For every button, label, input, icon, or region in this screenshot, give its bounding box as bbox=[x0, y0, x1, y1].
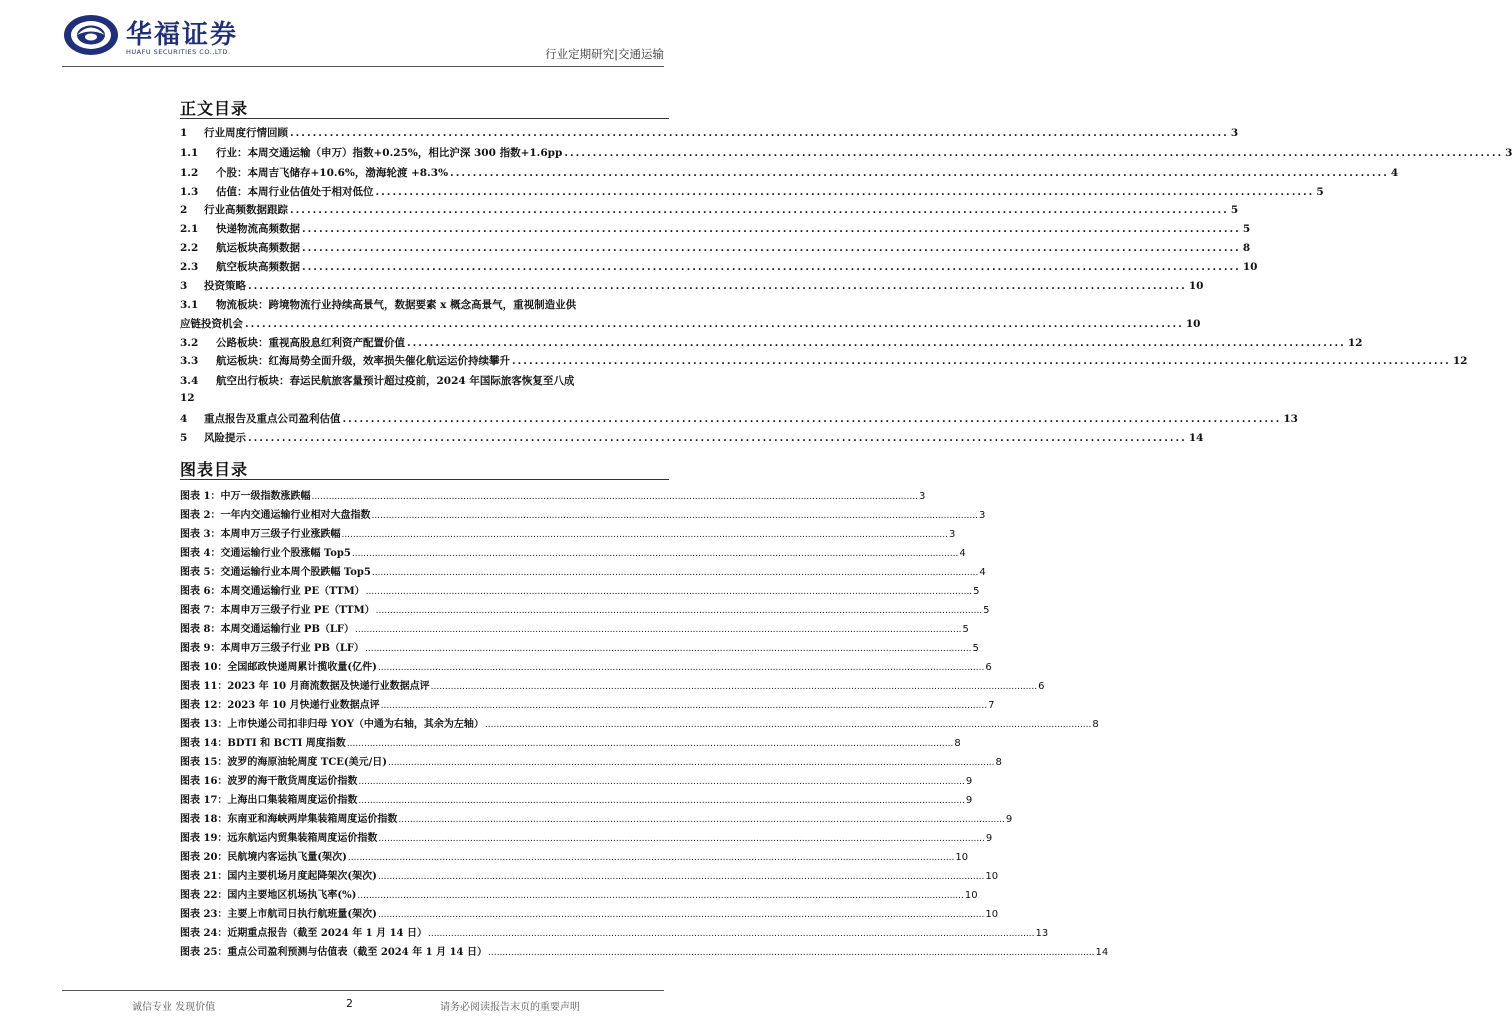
figure-entry-page: 9 bbox=[965, 795, 973, 806]
figure-leader-dots bbox=[357, 891, 964, 901]
figure-entry-label: 图表 10： bbox=[180, 662, 228, 673]
figure-entry[interactable] bbox=[180, 525, 956, 541]
toc-title-rule bbox=[180, 118, 669, 119]
toc-entry-page: 10 bbox=[1242, 261, 1258, 273]
figure-entry-page: 6 bbox=[985, 662, 992, 673]
toc-entry[interactable] bbox=[180, 335, 1363, 351]
toc-entry-page: 5 bbox=[1316, 186, 1324, 198]
toc-entry[interactable] bbox=[180, 125, 1239, 141]
figure-entry-label: 图表 1： bbox=[180, 491, 221, 502]
toc-leader-dots bbox=[302, 261, 1241, 273]
figure-entry-page: 9 bbox=[1005, 814, 1013, 825]
toc-entry-page: 14 bbox=[1188, 432, 1204, 444]
toc-entry[interactable] bbox=[180, 221, 1251, 237]
figure-entry[interactable] bbox=[180, 715, 1099, 731]
toc-entry-number: 2.2 bbox=[180, 242, 199, 254]
figure-entry[interactable] bbox=[180, 563, 986, 579]
figure-leader-dots bbox=[311, 492, 918, 502]
figure-entry-label: 图表 2： bbox=[180, 510, 221, 521]
figure-leader-dots bbox=[381, 701, 988, 711]
toc-leader-dots bbox=[248, 432, 1187, 444]
figure-entry-page: 5 bbox=[962, 624, 969, 635]
toc-leader-dots bbox=[512, 355, 1451, 367]
figure-entry-title: 上海出口集装箱周度运价指数 bbox=[227, 795, 358, 806]
toc-entry-page: 10 bbox=[1188, 280, 1204, 292]
figure-entry-label: 图表 11： bbox=[180, 681, 228, 692]
figure-entry-label: 图表 18： bbox=[180, 814, 228, 825]
toc-entry-number: 1.2 bbox=[180, 167, 199, 179]
page-header bbox=[0, 0, 724, 72]
toc-leader-dots bbox=[302, 223, 1241, 235]
figure-entry-label: 图表 9： bbox=[180, 643, 221, 654]
toc-entry-number: 3.2 bbox=[180, 337, 199, 349]
toc-entry-number: 4 bbox=[180, 413, 188, 425]
figure-entry-title: 本周申万三级子行业 PE（TTM） bbox=[220, 605, 375, 616]
figure-entry-page: 5 bbox=[972, 643, 979, 654]
figure-entry-page: 8 bbox=[995, 757, 1002, 768]
toc-entry-page: 4 bbox=[1390, 167, 1399, 179]
figure-entry-page: 8 bbox=[954, 738, 961, 749]
figure-entry-title: 本周申万三级子行业涨跌幅 bbox=[220, 529, 341, 540]
figure-entry[interactable] bbox=[180, 905, 999, 921]
figure-leader-dots bbox=[352, 549, 959, 559]
toc-entry-page: 3 bbox=[1230, 127, 1239, 139]
footer-divider bbox=[62, 990, 664, 991]
brand-name-cn: 华福证券 bbox=[126, 20, 239, 50]
figure-entry-title: 远东航运内贸集装箱周度运价指数 bbox=[227, 833, 378, 844]
figure-leader-dots bbox=[376, 606, 983, 616]
figure-leader-dots bbox=[378, 663, 985, 673]
toc-entry-title: 风险提示 bbox=[204, 432, 246, 444]
toc-entry-title: 物流板块：跨境物流行业持续高景气，数据要素 x 概念高景气，重视制造业供 bbox=[216, 299, 577, 311]
figure-entry[interactable] bbox=[180, 639, 979, 655]
toc-entry-page: 3 bbox=[1505, 147, 1512, 159]
toc-leader-dots bbox=[407, 337, 1346, 349]
toc-leader-dots bbox=[564, 147, 1503, 159]
figure-entry-label: 图表 6： bbox=[180, 586, 221, 597]
toc-entry-number: 1.3 bbox=[180, 186, 199, 198]
figure-entry[interactable] bbox=[180, 829, 993, 845]
toc-entry-title: 航运板块：红海局势全面升级，效率损失催化航运运价持续攀升 bbox=[216, 355, 510, 367]
toc-entry[interactable] bbox=[180, 240, 1251, 256]
toc-entry[interactable] bbox=[180, 353, 1468, 369]
figure-entry[interactable] bbox=[180, 658, 992, 674]
figure-entry-page: 4 bbox=[959, 548, 966, 559]
figure-entry-title: 民航境内客运执飞量(架次) bbox=[227, 852, 347, 863]
figure-leader-dots bbox=[485, 720, 1092, 730]
toc-entry-title: 行业高频数据跟踪 bbox=[204, 204, 288, 216]
figure-entry-page: 14 bbox=[1095, 947, 1109, 958]
toc-entry-page: 13 bbox=[1283, 413, 1298, 425]
figure-entry-page: 7 bbox=[988, 700, 995, 711]
figure-entry-title: BDTI 和 BCTI 周度指数 bbox=[227, 738, 346, 749]
figure-leader-dots bbox=[378, 910, 985, 920]
figure-entry-label: 图表 23： bbox=[180, 909, 228, 920]
figure-entry[interactable] bbox=[180, 867, 999, 883]
toc-leader-dots bbox=[302, 242, 1241, 254]
toc-entry-title: 行业：本周交通运输（申万）指数+0.25%，相比沪深 300 指数+1.6pp bbox=[216, 147, 563, 159]
figure-leader-dots bbox=[378, 872, 985, 882]
figure-leader-dots bbox=[347, 739, 954, 749]
toc-entry-number: 5 bbox=[180, 432, 188, 444]
footer-disclaimer: 请务必阅读报告末页的重要声明 bbox=[440, 1002, 580, 1013]
figure-entry-title: 2023 年 10 月快递行业数据点评 bbox=[227, 700, 380, 711]
toc-entry-page: 12 bbox=[1452, 355, 1468, 367]
figure-entry[interactable] bbox=[180, 791, 973, 807]
toc-entry-title: 投资策略 bbox=[204, 280, 246, 292]
figure-entry-label: 图表 4： bbox=[180, 548, 221, 559]
figure-entry-title: 交通运输行业个股涨幅 Top5 bbox=[220, 548, 351, 559]
figure-entry-title: 中万一级指数涨跌幅 bbox=[220, 491, 311, 502]
figures-title-rule bbox=[180, 479, 669, 480]
figure-entry-label: 图表 5： bbox=[180, 567, 221, 578]
figure-entry[interactable] bbox=[180, 620, 969, 636]
toc-entry-title: 航空出行板块：春运民航旅客量预计超过疫前，2024 年国际旅客恢复至八成 bbox=[216, 375, 575, 387]
toc-entry-title: 航运板块高频数据 bbox=[216, 242, 300, 254]
figure-entry-title: 一年内交通运输行业相对大盘指数 bbox=[220, 510, 371, 521]
toc-entry[interactable] bbox=[180, 430, 1204, 446]
toc-entry[interactable] bbox=[180, 411, 1298, 427]
toc-leader-dots bbox=[245, 318, 1184, 330]
figure-leader-dots bbox=[431, 682, 1038, 692]
figure-leader-dots bbox=[428, 929, 1035, 939]
figure-entry-title: 本周申万三级子行业 PB（LF） bbox=[220, 643, 365, 654]
figure-leader-dots bbox=[366, 587, 973, 597]
toc-entry-title: 估值：本周行业估值处于相对低位 bbox=[216, 186, 374, 198]
figure-entry-page: 8 bbox=[1092, 719, 1099, 730]
toc-entry-title-cont: 应链投资机会 bbox=[180, 318, 243, 330]
figure-entry-title: 波罗的海干散货周度运价指数 bbox=[227, 776, 358, 787]
toc-entry[interactable] bbox=[180, 145, 1512, 161]
figure-entry[interactable] bbox=[180, 506, 986, 522]
toc-entry[interactable] bbox=[180, 184, 1324, 200]
figure-entry-page: 5 bbox=[983, 605, 990, 616]
toc-entry-title: 快递物流高频数据 bbox=[216, 223, 300, 235]
figure-entry[interactable] bbox=[180, 734, 961, 750]
figure-entry-page: 10 bbox=[955, 852, 969, 863]
toc-entry[interactable] bbox=[180, 278, 1204, 294]
figure-entry-title: 本周交通运输行业 PB（LF） bbox=[220, 624, 355, 635]
figure-entry[interactable] bbox=[180, 886, 978, 902]
toc-title: 正文目录 bbox=[180, 99, 249, 118]
figure-entry-page: 10 bbox=[985, 871, 999, 882]
toc-entry-continuation[interactable] bbox=[180, 316, 1201, 332]
figure-leader-dots bbox=[372, 568, 979, 578]
figure-entry-label: 图表 14： bbox=[180, 738, 228, 749]
toc-leader-dots bbox=[290, 127, 1229, 139]
figure-leader-dots bbox=[348, 853, 955, 863]
figure-entry-label: 图表 24： bbox=[180, 928, 228, 939]
toc-entry-title: 行业周度行情回顾 bbox=[204, 127, 288, 139]
figure-entry-title: 国内主要机场月度起降架次(架次) bbox=[227, 871, 377, 882]
toc-entry-continuation[interactable] bbox=[180, 392, 669, 408]
figure-leader-dots bbox=[355, 625, 962, 635]
toc-entry-title: 个股：本周吉飞储存+10.6%，渤海轮渡 +8.3% bbox=[216, 167, 449, 179]
figure-entry-page: 10 bbox=[964, 890, 978, 901]
figure-entry[interactable] bbox=[180, 677, 1045, 693]
brand-name-en: HUAFU SECURITIES CO.,LTD. bbox=[126, 48, 231, 56]
figure-entry-label: 图表 15： bbox=[180, 757, 228, 768]
figure-entry-label: 图表 3： bbox=[180, 529, 221, 540]
toc-leader-dots bbox=[343, 413, 1282, 425]
figure-entry[interactable] bbox=[180, 943, 1109, 959]
figure-entry-page: 3 bbox=[948, 529, 956, 540]
figure-entry-title: 波罗的海原油轮周度 TCE(美元/日) bbox=[227, 757, 388, 768]
figure-entry-title: 主要上市航司日执行航班量(架次) bbox=[227, 909, 377, 920]
figure-entry-page: 10 bbox=[985, 909, 999, 920]
page-number: 2 bbox=[346, 997, 353, 1010]
figure-entry-title: 本周交通运输行业 PE（TTM） bbox=[220, 586, 365, 597]
figure-leader-dots bbox=[365, 644, 972, 654]
toc-entry-title: 重点报告及重点公司盈利估值 bbox=[204, 413, 341, 425]
figure-entry-page: 6 bbox=[1038, 681, 1045, 692]
toc-entry[interactable] bbox=[180, 373, 669, 389]
toc-entry[interactable] bbox=[180, 297, 669, 313]
figure-entry-label: 图表 8： bbox=[180, 624, 221, 635]
figure-entry-label: 图表 25： bbox=[180, 947, 228, 958]
figure-entry[interactable] bbox=[180, 810, 1013, 826]
figure-entry-label: 图表 12： bbox=[180, 700, 228, 711]
figure-entry-label: 图表 21： bbox=[180, 871, 228, 882]
huafu-logo-icon bbox=[62, 12, 120, 58]
figure-leader-dots bbox=[388, 758, 995, 768]
figure-entry-label: 图表 22： bbox=[180, 890, 228, 901]
figure-entry[interactable] bbox=[180, 696, 995, 712]
toc-entry-page: 12 bbox=[1347, 337, 1363, 349]
figure-entry-page: 3 bbox=[978, 510, 986, 521]
figure-entry-label: 图表 17： bbox=[180, 795, 228, 806]
figure-leader-dots bbox=[398, 815, 1005, 825]
figure-entry-label: 图表 16： bbox=[180, 776, 228, 787]
figure-entry-label: 图表 13： bbox=[180, 719, 228, 730]
toc-entry-number: 1 bbox=[180, 127, 188, 139]
figures-title: 图表目录 bbox=[180, 460, 249, 479]
toc-entry-number: 3.1 bbox=[180, 299, 199, 311]
figure-leader-dots bbox=[358, 777, 965, 787]
toc-entry-page: 10 bbox=[1185, 318, 1201, 330]
figure-entry-page: 3 bbox=[918, 491, 926, 502]
toc-leader-dots bbox=[376, 186, 1315, 198]
figure-entry[interactable] bbox=[180, 601, 990, 617]
company-logo bbox=[62, 10, 262, 58]
figure-entry-title: 东南亚和海峡两岸集装箱周度运价指数 bbox=[227, 814, 398, 825]
figure-leader-dots bbox=[488, 948, 1095, 958]
figure-entry-title: 交通运输行业本周个股跌幅 Top5 bbox=[220, 567, 371, 578]
toc-entry-number: 2 bbox=[180, 204, 188, 216]
toc-entry-page: 8 bbox=[1242, 242, 1251, 254]
figure-leader-dots bbox=[371, 511, 978, 521]
toc-entry-number: 2.1 bbox=[180, 223, 199, 235]
figure-leader-dots bbox=[358, 796, 965, 806]
figure-entry-label: 图表 7： bbox=[180, 605, 221, 616]
figure-entry[interactable] bbox=[180, 487, 926, 503]
toc-leader-dots bbox=[290, 204, 1229, 216]
toc-entry[interactable] bbox=[180, 259, 1258, 275]
toc-leader-dots bbox=[450, 167, 1389, 179]
header-divider bbox=[62, 66, 664, 67]
toc-entry-number: 1.1 bbox=[180, 147, 199, 159]
figure-entry-title: 2023 年 10 月商流数据及快递行业数据点评 bbox=[227, 681, 430, 692]
figure-entry-title: 全国邮政快递周累计揽收量(亿件) bbox=[227, 662, 377, 673]
figure-entry-title: 上市快递公司扣非归母 YOY（中通为右轴，其余为左轴） bbox=[227, 719, 484, 730]
toc-entry-number: 3.3 bbox=[180, 355, 199, 367]
toc-entry-title: 公路板块：重视高股息红利资产配置价值 bbox=[216, 337, 405, 349]
figure-entry[interactable] bbox=[180, 582, 980, 598]
figure-leader-dots bbox=[341, 530, 948, 540]
toc-entry[interactable] bbox=[180, 202, 1239, 218]
toc-entry-number: 3.4 bbox=[180, 375, 199, 387]
toc-entry-page: 5 bbox=[1230, 204, 1239, 216]
figure-entry[interactable] bbox=[180, 753, 1002, 769]
figure-entry-title: 国内主要地区机场执飞率(%) bbox=[227, 890, 357, 901]
figure-entry-page: 9 bbox=[965, 776, 973, 787]
figure-leader-dots bbox=[378, 834, 985, 844]
toc-leader-dots bbox=[248, 280, 1187, 292]
figure-entry-page: 4 bbox=[979, 567, 986, 578]
figure-entry-page: 5 bbox=[973, 586, 980, 597]
figure-entry-page: 13 bbox=[1035, 928, 1049, 939]
footer-slogan: 诚信专业 发现价值 bbox=[132, 1002, 216, 1013]
toc-entry-number: 2.3 bbox=[180, 261, 199, 273]
figure-entry-page: 9 bbox=[985, 833, 993, 844]
figure-entry-title: 近期重点报告（截至 2024 年 1 月 14 日） bbox=[227, 928, 428, 939]
figure-entry[interactable] bbox=[180, 544, 966, 560]
toc-entry-title-cont: 12 bbox=[180, 392, 195, 404]
figure-entry[interactable] bbox=[180, 848, 969, 864]
report-type: 行业定期研究|交通运输 bbox=[545, 47, 664, 61]
toc-entry-number: 3 bbox=[180, 280, 188, 292]
figure-entry-label: 图表 19： bbox=[180, 833, 228, 844]
figure-entry-title: 重点公司盈利预测与估值表（截至 2024 年 1 月 14 日） bbox=[227, 947, 488, 958]
figure-entry-label: 图表 20： bbox=[180, 852, 228, 863]
toc-entry-page: 5 bbox=[1242, 223, 1251, 235]
figure-entry[interactable] bbox=[180, 772, 973, 788]
figure-entry[interactable] bbox=[180, 924, 1049, 940]
toc-entry-title: 航空板块高频数据 bbox=[216, 261, 300, 273]
toc-entry[interactable] bbox=[180, 165, 1399, 181]
